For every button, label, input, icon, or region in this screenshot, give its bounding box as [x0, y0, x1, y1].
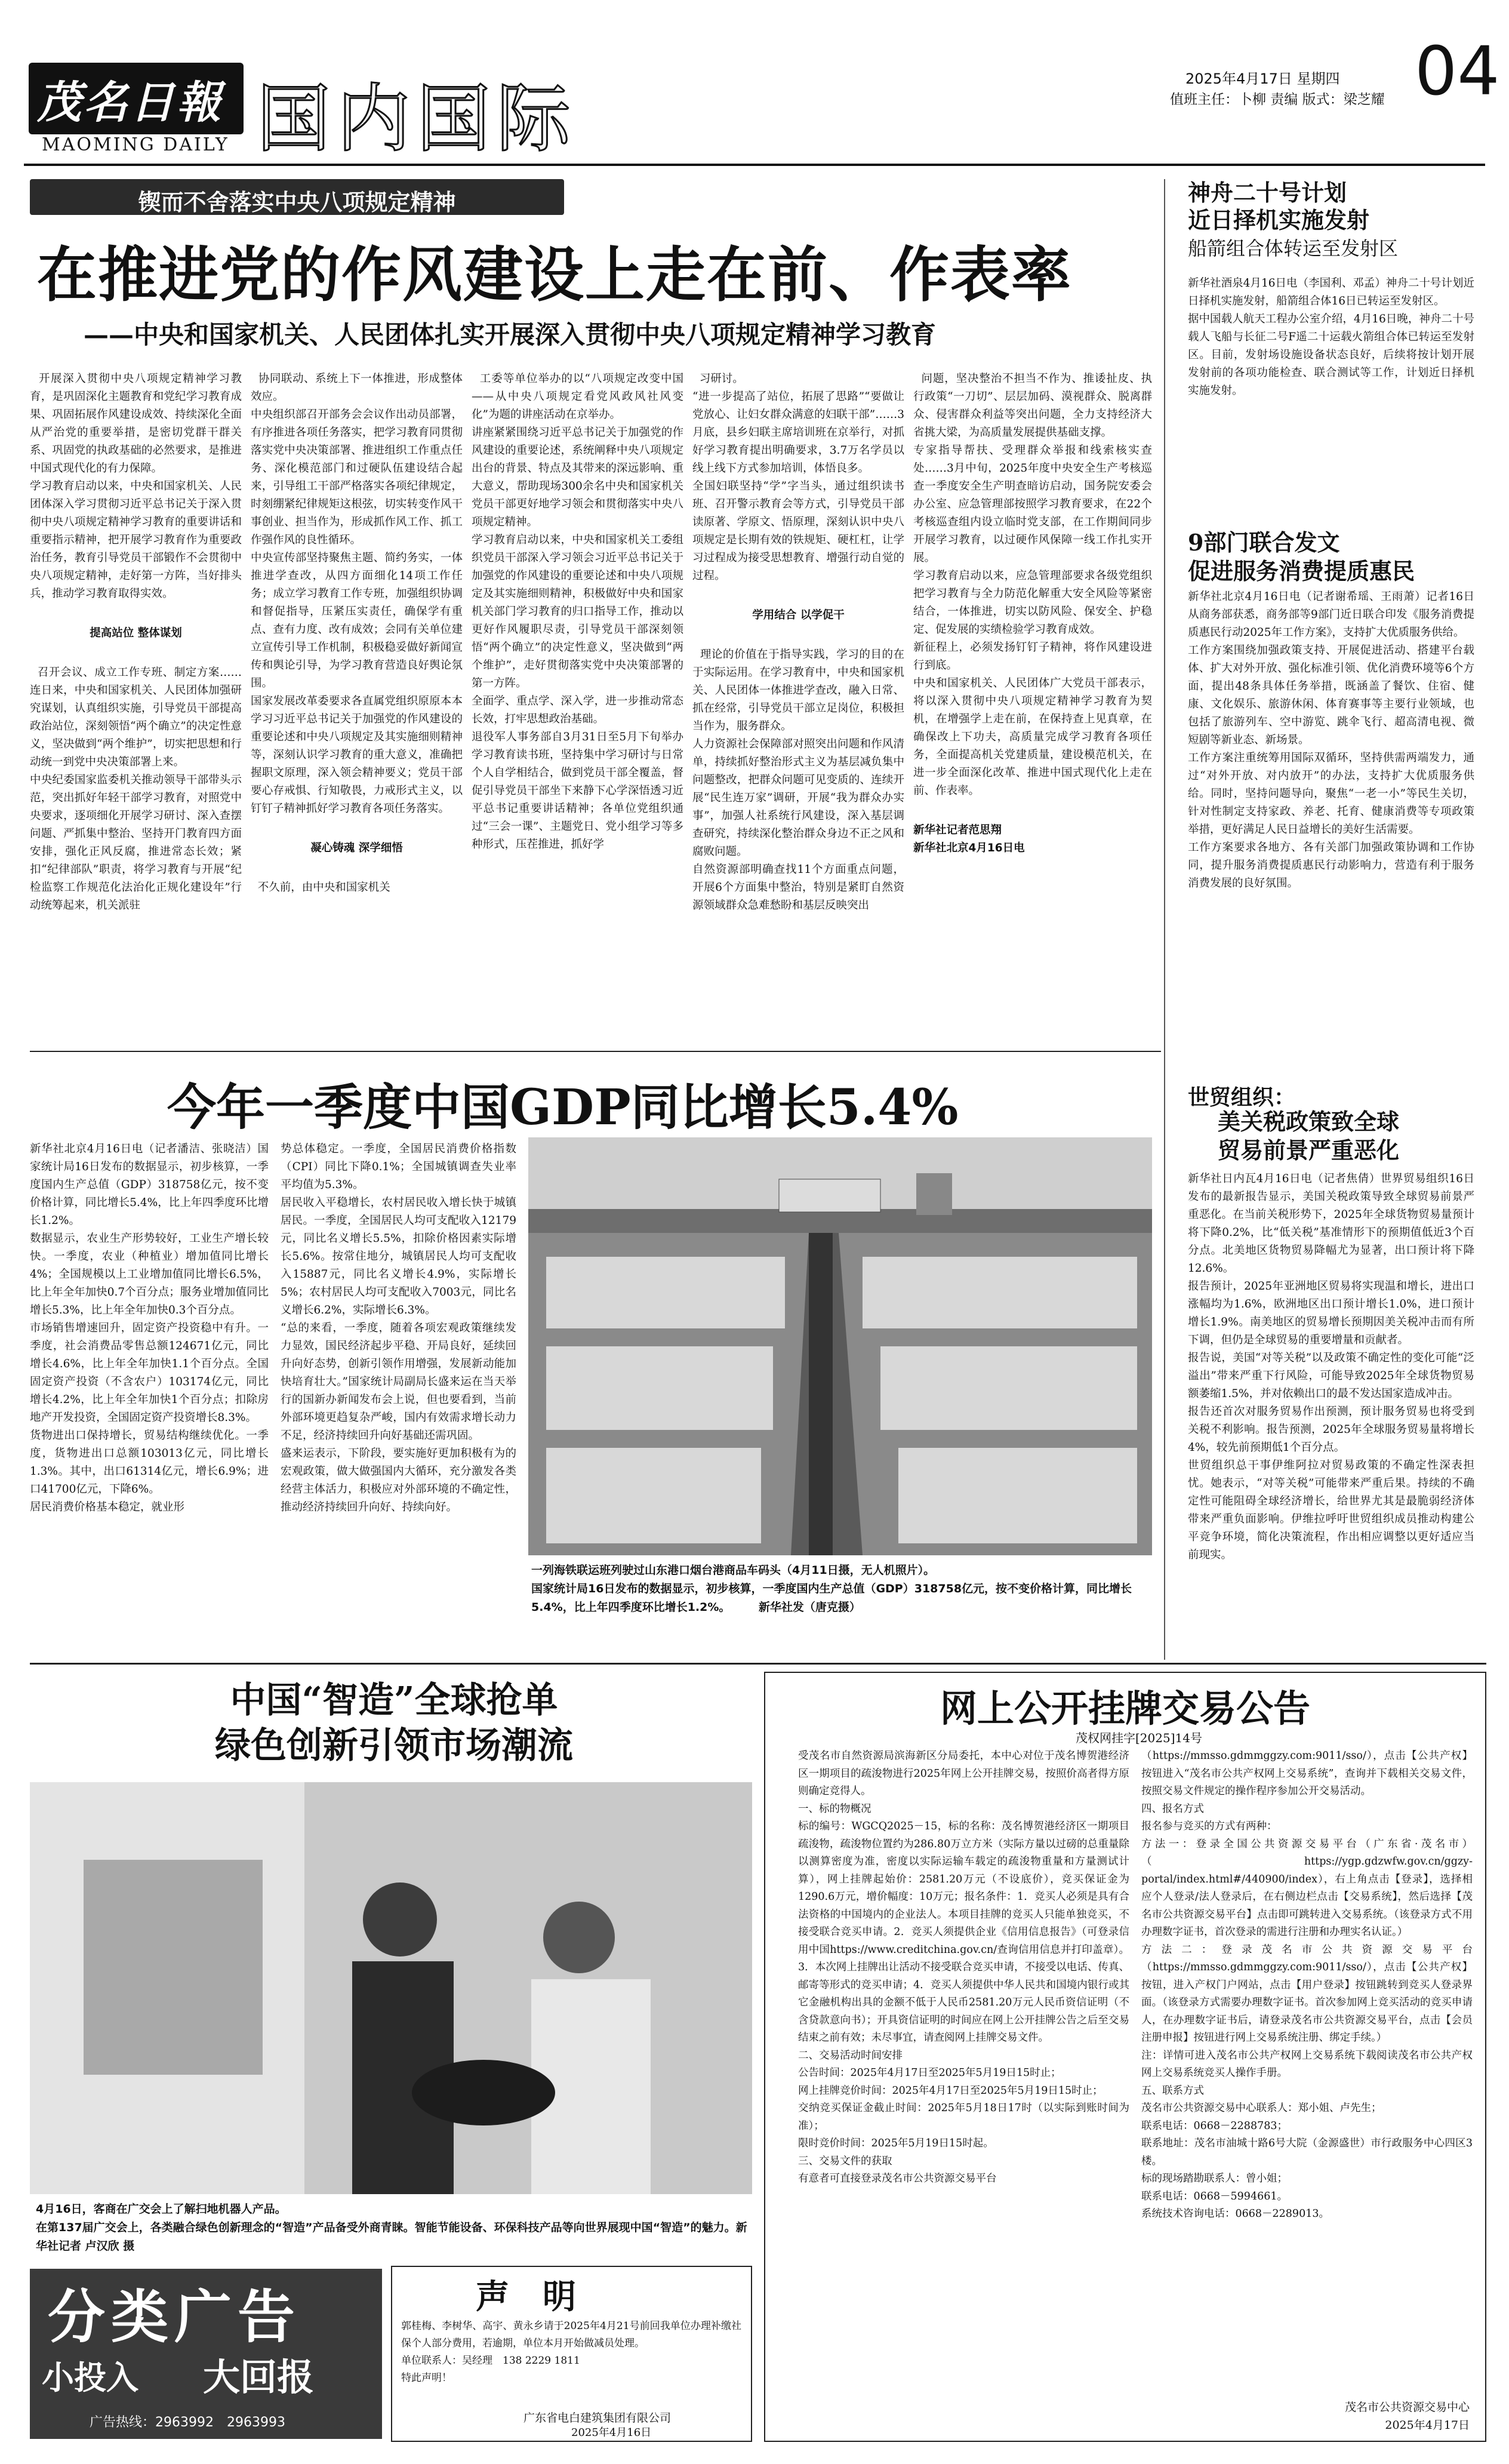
classified-slogan-a: 小投入	[42, 2359, 138, 2397]
statement-box	[391, 2266, 752, 2442]
shenzhou-body: 新华社酒泉4月16日电（李国利、邓孟）神舟二十号计划近日择机实施发射，船箭组合体16日已转运至发射区。 据中国载人航天工程办公室介绍，4月16日晚，神舟二十号载人飞船与长征二号F遥二十运载火箭组合体已转运至发射区。目前，发射场设施设备状态良好，后续将按计划开展发射前的各项功能检查、联合测试等工作，计划近日择机实施发射。	[1188, 277, 1474, 397]
lead-kicker-text: 锲而不舍落实中央八项规定精神	[138, 189, 456, 216]
lead-column-4	[692, 352, 904, 1045]
logo-text: 茂名日報	[37, 77, 223, 128]
classified-slogan-b: 大回报	[203, 2355, 315, 2399]
statement-body: 郭桂梅、李树华、高宇、黄永乡请于2025年4月21号前回我单位办理补缴社保个人部分费用，若逾期，单位本月开始做减员处理。 单位联系人：吴经理 138 2229 1811 特此声明！	[401, 2320, 741, 2384]
wto-title: 美关税政策致全球 贸易前景严重恶化	[1218, 1108, 1400, 1164]
canton-fair-illustration	[30, 1782, 752, 2194]
section-title: 国内国际	[257, 76, 577, 162]
services-title: 9部门联合发文 促进服务消费提质惠民	[1188, 529, 1415, 585]
lead-bottom-rule	[30, 1051, 1161, 1052]
gdp-photo-caption: 一列海铁联运班列驶过山东港口烟台港商品车码头（4月11日摄，无人机照片）。 国家统计局16日发布的数据显示，初步核算，一季度国内生产总值（GDP）318758亿元，按不变价格计算，同比增长5.4%，比上年四季度环比增长1.2%。 新华社发（唐克摄）	[531, 1564, 1132, 1614]
lead-byline: 新华社记者范思翔 新华社北京4月16日电	[913, 824, 1025, 854]
lead-col1-subhead: 提高站位 整体谋划	[90, 627, 182, 639]
lead-col2-subhead: 凝心铸魂 深学细悟	[310, 842, 403, 854]
logo-english: MAOMING DAILY	[42, 134, 229, 155]
lead-col4-text: 习研讨。 “进一步提高了站位，拓展了思路”“要做让党放心、让妇女群众满意的妇联干部”……3月底，县乡妇联主席培训班在京举行，对抓好学习教育提出明确要求，3.7万名学员以线上线下方式参加培训，体悟良多。 全国妇联坚持“学”字当头，通过组织读书班、召开警示教育会等方式，引导党员干部读原著、学原文、悟原理，深刻认识中央八项规定是长期有效的铁规矩、硬杠杠，让学习过程成为接受思想教育、增强行动自觉的过程。	[692, 373, 904, 582]
lead-headline: 在推进党的作风建设上走在前、作表率	[37, 239, 1072, 310]
statement-title: 声 明	[476, 2277, 576, 2317]
lead-col2b-text: 不久前，由中央和国家机关	[257, 881, 390, 894]
lead-col3-text: 工委等单位举办的以“八项规定改变中国——从中央八项规定看党风政风社风变化”为题的讲座活动在京举办。 讲座紧紧围绕习近平总书记关于加强党的作风建设的重要论述，系统阐释中央八项规定出台的背景、特点及其带来的深远影响、重大意义，帮助现场300余名中央和国家机关党员干部更好地学习领会和贯彻落实中央八项规定精神。 学习教育启动以来，中央和国家机关工委组织党员干部深入学习领会习近平总书记关于加强党的作风建设的重要论述和中央八项规定及其实施细则精神，积极做好中央和国家机关部门学习教育的归口指导工作，推动以更好作风履职尽责，引导党员干部深刻领悟“两个确立”的决定性意义，坚决做到“两个维护”，走好贯彻落实党中央决策部署的第一方阵。 全面学、重点学、深入学，进一步推动常态长效，打牢思想政治基础。 退役军人事务部自3月31日至5月下旬举办学习教育读书班，坚持集中学习研讨与日常个人自学相结合，做到党员干部全覆盖，督促引导党员干部坐下来静下心学深悟透习近平总书记重要讲话精神；各单位党组织通过“三会一课”、主题党日、党小组学习等多种形式，压茬推进，抓好学	[472, 373, 683, 851]
classified-title: 分类广告	[48, 2284, 301, 2351]
services-body: 新华社北京4月16日电（记者谢希瑶、王雨萧）记者16日从商务部获悉，商务部等9部门近日联合印发《服务消费提质惠民行动2025年工作方案》，支持扩大优质服务供给。 工作方案围绕加强政策支持、开展促进活动、搭建平台载体、扩大对外开放、强化标准引领、优化消费环境等6个方面，提出48条具体任务举措，既涵盖了餐饮、住宿、健康、文化娱乐、旅游休闲、体育赛事等主要行业领域，也包括了旅游列车、空中游览、跳伞飞行、超高清电视、微短剧等新业态、新场景。 工作方案注重统筹用国际双循环，坚持供需两端发力，通过“对外开放、对内放开”的办法，支持扩大优质服务供给。同时，坚持问题导向，聚焦“一老一小”等民生关切，针对性制定支持家政、养老、托育、健康消费等专项政策举措，更好满足人民日益增长的美好生活需要。 工作方案要求各地方、各有关部门加强政策协调和工作协同，提升服务消费提质惠民行动影响力，营造有利于服务消费发展的良好氛围。	[1188, 590, 1474, 890]
lead-col1-text: 开展深入贯彻中央八项规定精神学习教育，是巩固深化主题教育和党纪学习教育成果、巩固拓展作风建设成效、持续深化全面从严治党的重要举措，是密切党群干群关系、巩固党的执政基础的必然要求，是推进中国式现代化的有力保障。 学习教育启动以来，中央和国家机关、人民团体深入学习贯彻习近平总书记关于深入贯彻中央八项规定精神学习教育的重要讲话和重要指示精神，把开展学习教育作为重要政治任务，教育引导党员干部锻作不会贯彻中央八项规定精神，走好第一方阵，当好排头兵，推动学习教育取得实效。	[30, 373, 242, 600]
lead-col1b-text: 召开会议、成立工作专班、制定方案……连日来，中央和国家机关、人民团体加强研究谋划，认真组织实施，引导党员干部提高政治站位，深刻领悟“两个确立”的决定性意义，坚决做到“两个维护”，切实把思想和行动统一到党中央决策部署上来。 中央纪委国家监委机关推动领导干部带头示范，突出抓好年轻干部学习教育，对照党中央要求，逐项细化开展学习研讨、深入查摆问题、严抓集中整治、坚持开门教育四方面安排，强化正风反腐，推进常态长效；紧扣“纪律部队”职责，将学习教育与开展“纪检监察工作规范化法治化正规化建设年”行动统筹起来，机关派驻	[30, 666, 242, 912]
gdp-headline: 今年一季度中国GDP同比增长5.4%	[167, 1079, 959, 1136]
auction-notice	[764, 1672, 1486, 2442]
duty-staff: 值班主任：卜柳 责编 版式：梁芝耀	[1170, 92, 1385, 107]
classified-hotline: 广告热线：2963992 2963993	[90, 2415, 285, 2430]
classified-ad	[30, 2269, 382, 2439]
auction-signature: 茂名市公共资源交易中心 2025年4月17日	[1344, 2401, 1470, 2432]
issue-date: 2025年4月17日 星期四	[1185, 70, 1340, 87]
lead-column-5	[913, 352, 1152, 1045]
wto-kicker: 世贸组织：	[1188, 1085, 1296, 1110]
smart-headline: 中国“智造”全球抢单 绿色创新引领市场潮流	[215, 1679, 573, 1767]
port-photo-illustration	[528, 1137, 1152, 1555]
gdp-column-1: 新华社北京4月16日电（记者潘洁、张晓洁）国家统计局16日发布的数据显示，初步核算，一季度国内生产总值（GDP）318758亿元，按不变价格计算，同比增长5.4%，比上年四季度环比增长1.2%。 数据显示，农业生产形势较好，工业生产增长较快。一季度，农业（种植业）增加值同比增长4%；全国规模以上工业增加值同比增长6.5%，比上年全年加快0.7个百分点；服务业增加值同比增长5.3%，比上年全年加快0.3个百分点。 市场销售增速回升，固定资产投资稳中有升。一季度，社会消费品零售总额124671亿元，同比增长4.6%，比上年全年加快1.1个百分点。全国固定资产投资（不含农户）103174亿元，同比增长4.2%，比上年全年加快1个百分点；扣除房地产开发投资，全国固定资产投资增长8.3%。 货物进出口保持增长，贸易结构继续优化。一季度，货物进出口总额103013亿元，同比增长1.3%。其中，出口61314亿元，增长6.9%；进口41700亿元，下降6%。 居民消费价格基本稳定，就业形	[30, 1143, 269, 1514]
wto-body: 新华社日内瓦4月16日电（记者焦倩）世界贸易组织16日发布的最新报告显示，美国关税政策导致全球贸易前景严重恶化。在当前关税形势下，2025年全球货物贸易量预计将下降0.2%，比“低关税”基准情形下的预期值低近3个百分点。北美地区货物贸易降幅尤为显著，出口预计将下降12.6%。 报告预计，2025年亚洲地区贸易将实现温和增长，进出口涨幅均为1.6%，欧洲地区出口预计增长1.0%，进口预计增长1.9%。南美地区的贸易增长预期因美关税冲击而有所下调，但仍是全球贸易的重要增量和贡献者。 报告说，美国“对等关税”以及政策不确定性的变化可能“泛溢出”带来严重下行风险，可能导致2025年全球货物贸易额萎缩1.5%，并对依赖出口的最不发达国家造成冲击。 报告还首次对服务贸易作出预测，预计服务贸易也将受到关税不利影响。报告预测，2025年全球服务贸易量将增长4%，较先前预期低1个百分点。 世贸组织总干事伊维阿拉对贸易政策的不确定性深表担忧。她表示，“对等关税”可能带来严重后果。持续的不确定性可能阻碍全球经济增长，给世界尤其是最脆弱经济体带来严重负面影响。伊维拉呼吁世贸组织成员推动构建公平竞争环境，简化决策流程，作出相应调整以更好适应当前现实。	[1188, 1173, 1474, 1561]
masthead-logo	[29, 63, 244, 134]
lead-column-2	[251, 352, 463, 1045]
lead-column-3	[472, 352, 683, 1045]
auction-doc-number: 茂权网挂字[2025]14号	[1076, 1731, 1202, 1745]
page-number: 04	[1415, 33, 1500, 110]
shenzhou-title: 神舟二十号计划 近日择机实施发射	[1188, 179, 1370, 233]
canton-fair-caption: 4月16日，客商在广交会上了解扫地机器人产品。 在第137届广交会上，各类融合绿色创新理念的“智造”产品备受外商青睐。智能节能设备、环保科技产品等向世界展现中国“智造”的魅力。新华社记者 卢汉欣 摄	[36, 2202, 747, 2253]
lead-subheadline: ——中央和国家机关、人民团体扎实开展深入贯彻中央八项规定精神学习教育	[84, 320, 937, 349]
gdp-column-2: 势总体稳定。一季度，全国居民消费价格指数（CPI）同比下降0.1%；全国城镇调查失业率平均值为5.3%。 居民收入平稳增长，农村居民收入增长快于城镇居民。一季度，全国居民人均可支配收入12179元，同比名义增长5.5%，扣除价格因素实际增长5.6%。按常住地分，城镇居民人均可支配收入15887元，同比名义增长4.9%，实际增长5%；农村居民人均可支配收入7003元，同比名义增长6.2%，实际增长6.3%。 “总的来看，一季度，随着各项宏观政策继续发力显效，国民经济起步平稳、开局良好，延续回升向好态势，创新引领作用增强，发展新动能加快培育壮大。”国家统计局副局长盛来运在当天举行的国新办新闻发布会上说，但也要看到，当前外部环境更趋复杂严峻，国内有效需求增长动力不足，经济持续回升向好基础还需巩固。 盛来运表示，下阶段，要实施好更加积极有为的宏观政策，做大做强国内大循环，充分激发各类经营主体活力，积极应对外部环境的不确定性，推动经济持续回升向好、持续向好。	[281, 1143, 516, 1514]
right-column-divider	[1164, 179, 1165, 1660]
masthead	[0, 0, 1509, 167]
auction-title: 网上公开挂牌交易公告	[940, 1687, 1310, 1730]
statement-signer: 广东省电白建筑集团有限公司	[523, 2411, 672, 2425]
lead-col4-subhead: 学用结合 以学促干	[752, 609, 845, 622]
gdp-bottom-rule	[30, 1663, 1486, 1665]
canton-fair-photo	[30, 1782, 752, 2194]
auction-column-2: （https://mmsso.gdmmggzy.com:9011/sso/），点击【公共产权】按钮进入“茂名市公共产权网上交易系统”，查询并下载相关交易文件，按照交易文件规定的操作程序参加公开交易活动。 四、报名方式 报名参与竞买的方式有两种： 方法一：登录全国公共资源交易平台（广东省·茂名市）（https://ygp.gdzwfw.gov.cn/ggzy-portal/index.html#/440900/index），右上角点击【登录】，选择相应个人登录/法人登录后，在右侧边栏点击【交易系统】，然后选择【茂名市公共资源交易平台】点击即可跳转进入交易系统。（该登录方式不用办理数字证书，首次登录的需进行注册和办理实名认证。） 方法二：登录茂名市公共资源交易平台（https://mmsso.gdmmggzy.com:9011/sso/），点击【公共产权】按钮，进入产权门户网站，点击【用户登录】按钮跳转到竞买人登录界面。（该登录方式需要办理数字证书。首次参加网上竞买活动的竞买申请人，在办理数字证书后，请登录茂名市公共资源交易平台，点击【会员注册申报】按钮进行网上交易系统注册、绑定手续。） 注：详情可进入茂名市公共产权网上交易系统下载阅读茂名市公共产权网上交易系统竞买人操作手册。 五、联系方式 茂名市公共资源交易中心联系人：郑小姐、卢先生； 联系电话：0668－2288783； 联系地址：茂名市油城十路6号大院（金源盛世）市行政服务中心四区3楼。 标的现场踏勘联系人：曾小姐； 联系电话：0668－5994661。 系统技术咨询电话：0668－2289013。	[1141, 1750, 1473, 2220]
auction-column-1: 受茂名市自然资源局滨海新区分局委托，本中心对位于茂名博贺港经济区一期项目的疏浚物进行2025年网上公开挂牌交易，按照价高者得方原则确定竞得人。 一、标的物概况 标的编号：WGCQ2025－15，标的名称：茂名博贺港经济区一期项目疏浚物，疏浚物位置约为286.80万立方米（实际方量以过磅的总重量除以测算密度为准，密度以实际运输车载定的疏浚物重量和方量测试计算），网上挂牌起始价：2581.20万元（不设底价），竞买保证金为1290.6万元，增价幅度：10万元；报名条件：1．竞买人必须是具有合法资格的中国境内的企业法人。本项目挂牌的竞买人只能单独竞买，不接受联合竞买申请。2．竞买人须提供企业《信用信息报告》（可登录信用中国https://www.creditchina.gov.cn/查询信用信息并打印盖章）。3．本次网上挂牌出让活动不接受联合竞买申请，不接受以电话、传真、邮寄等形式的竞买申请；4．竞买人须提供中华人民共和国境内银行或其它金融机构出具的金额不低于人民币2581.20万元人民币资信证明（不含贷款意向书）；开具资信证明的时间应在网上公开挂牌公告之后至交易结束之前有效；未尽事宜，请查阅网上挂牌交易文件。 二、交易活动时间安排 公告时间：2025年4月17日至2025年5月19日15时止； 网上挂牌竞价时间：2025年4月17日至2025年5月19日15时止； 交纳竞买保证金截止时间：2025年5月18日17时（以实际到账时间为准）； 限时竞价时间：2025年5月19日15时起。 三、交易文件的获取 有意者可直接登录茂名市公共资源交易平台	[798, 1750, 1129, 2185]
lead-column-1	[30, 352, 242, 1045]
shenzhou-subtitle: 船箭组合体转运至发射区	[1188, 237, 1399, 260]
lead-col2-text: 协同联动、系统上下一体推进，形成整体效应。 中央组织部召开部务会会议作出动员部署，有序推进各项任务落实，把学习教育同贯彻落实党中央决策部署、推进组织工作重点任务、深化模范部门和过硬队伍建设结合起来，引导组工干部严格落实各项纪律规定，时刻绷紧纪律规矩这根弦，切实转变作风干事创业、担当作为，形成抓作风工作、抓工作强作风的良性循环。 中央宣传部坚持聚焦主题、简约务实，一体推进学查改，从四方面细化14项工作任务；成立学习教育工作专班，加强组织协调和督促指导，压紧压实责任，确保学有重点、查有力度、改有成效；会同有关单位建立宣传引导工作机制，积极稳妥做好新闻宣传和舆论引导，为学习教育营造良好舆论氛围。 国家发展改革委要求各直属党组织原原本本学习习近平总书记关于加强党的作风建设的重要论述和中央八项规定及其实施细则精神等，深刻认识学习教育的重大意义，准确把握职文原理，深入领会精神要义；党员干部要心存戒惧、行知敬畏，力戒形式主义，以钉钉子精神抓好学习教育各项任务落实。	[251, 373, 463, 815]
lead-col5-text: 问题，坚决整治不担当不作为、推诿扯皮、执行政策“一刀切”、层层加码、漠视群众、脱离群众、侵害群众利益等突出问题，全力支持经济大省挑大梁，为高质量发展提供基础支撑。 专家指导帮扶、受理群众举报和线索核实查处……3月中旬，2025年度中央安全生产考核巡查一季度安全生产明查暗访启动，国务院安委会办公室、应急管理部按照学习教育要求，在22个考核巡查组内设立临时党支部，在工作期间同步开展学习教育，以过硬作风保障一线工作扎实开展。 学习教育启动以来，应急管理部要求各级党组织把学习教育与全力防范化解重大安全风险等紧密结合，一体推进，切实以防风险、保安全、护稳定、促发展的实绩检验学习教育成效。 新征程上，必须发扬钉钉子精神，将作风建设进行到底。 中央和国家机关、人民团体广大党员干部表示，将以深入贯彻中央八项规定精神学习教育为契机，在增强学上走在前，在保持查上见真章，在确保改上下功夫，高质量完成学习教育各项任务，全面提高机关党建质量，建设模范机关，在进一步全面深化改革、推进中国式现代化上走在前、作表率。	[913, 373, 1152, 797]
statement-date: 2025年4月16日	[571, 2426, 652, 2439]
masthead-rule	[24, 164, 1485, 166]
lead-kicker	[30, 179, 564, 215]
gdp-port-photo	[528, 1137, 1152, 1555]
lead-col4b-text: 理论的价值在于指导实践，学习的目的在于实际运用。在学习教育中，中央和国家机关、人民团体一体推进学查改，融入日常、抓在经常，引导党员干部立足岗位，积极担当作为，服务群众。 人力资源社会保障部对照突出问题和作风清单，持续抓好整治形式主义为基层减负集中问题整改，把群众问题可见变质的、连续开展“民生连万家”调研，开展“我为群众办实事”，加强人社系统行风建设，深入基层调查研究，持续深化整治群众身边不正之风和腐败问题。 自然资源部明确查找11个方面重点问题，开展6个方面集中整治，特别是紧盯自然资源领域群众急难愁盼和基层反映突出	[692, 648, 904, 912]
